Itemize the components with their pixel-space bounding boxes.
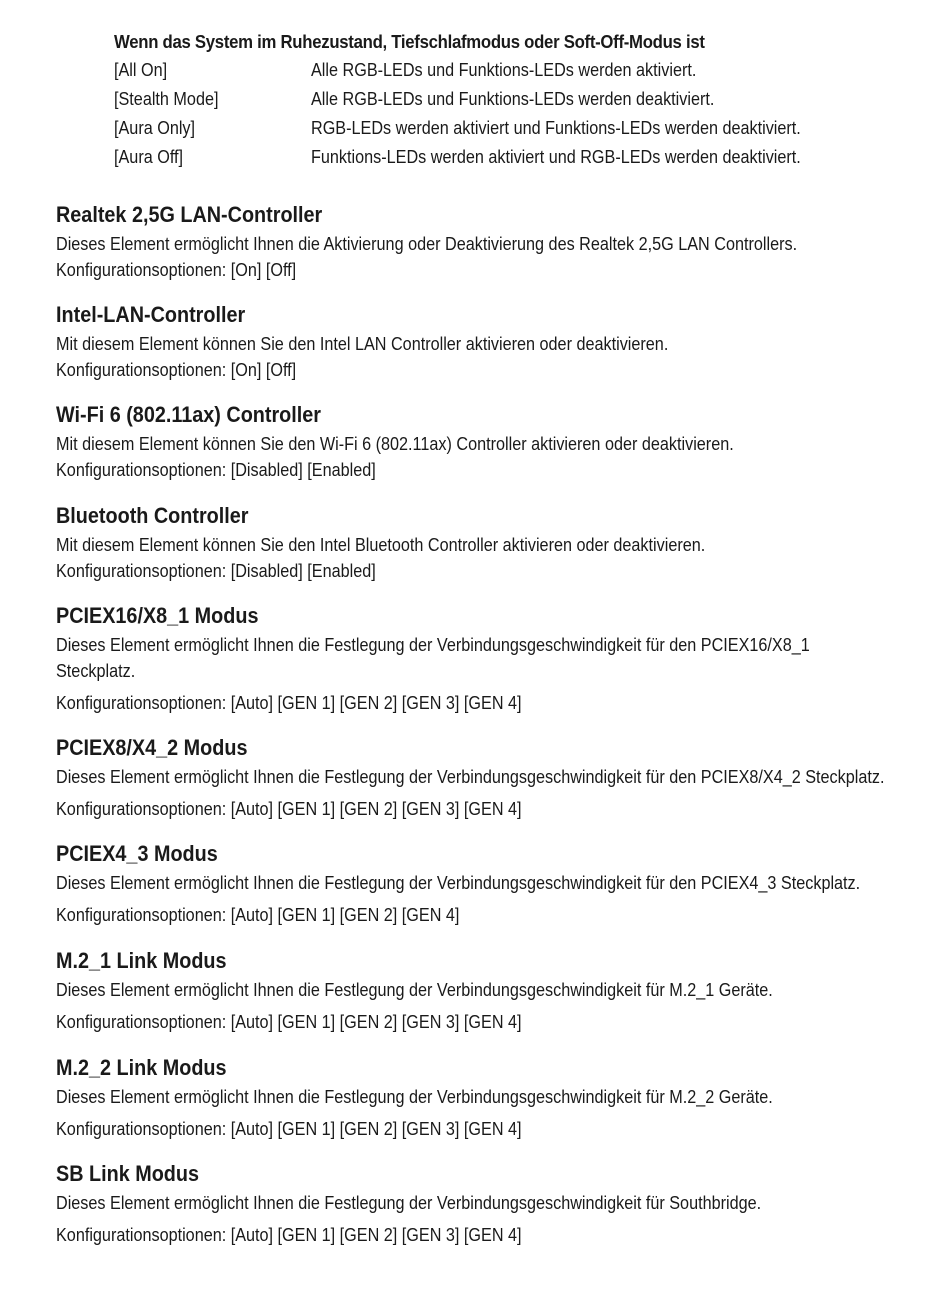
section-description: Dieses Element ermöglicht Ihnen die Festlegung der Verbindungsgeschwindigkeit für den PCIEX8/X4_2 Steckplatz. <box>56 767 885 787</box>
section-options: Konfigurationsoptionen: [Disabled] [Enabled] <box>56 460 376 480</box>
led-mode-block <box>114 30 914 172</box>
section-description: Mit diesem Element können Sie den Wi-Fi 6 (802.11ax) Controller aktivieren oder deaktivieren. <box>56 434 734 454</box>
option-row <box>114 143 914 172</box>
section-bluetooth-controller <box>56 502 916 584</box>
option-row <box>114 56 914 85</box>
section-description: Mit diesem Element können Sie den Intel Bluetooth Controller aktivieren oder deaktivieren. <box>56 535 706 555</box>
section-m2-2-link <box>56 1054 916 1142</box>
section-pciex8-x4-2 <box>56 734 916 822</box>
section-title: PCIEX8/X4_2 Modus <box>56 735 248 760</box>
section-options: Konfigurationsoptionen: [On] [Off] <box>56 360 297 380</box>
option-description: Alle RGB-LEDs und Funktions-LEDs werden aktiviert. <box>311 60 697 80</box>
option-key: [All On] <box>114 60 168 80</box>
option-key: [Aura Off] <box>114 147 184 167</box>
option-row <box>114 85 914 114</box>
option-description: Funktions-LEDs werden aktiviert und RGB-LEDs werden deaktiviert. <box>311 147 801 167</box>
section-description: Dieses Element ermöglicht Ihnen die Festlegung der Verbindungsgeschwindigkeit für Southbridge. <box>56 1193 762 1213</box>
section-m2-1-link <box>56 947 916 1035</box>
section-title: M.2_1 Link Modus <box>56 948 227 973</box>
section-title: SB Link Modus <box>56 1161 200 1186</box>
section-description: Dieses Element ermöglicht Ihnen die Festlegung der Verbindungsgeschwindigkeit für M.2_1 Geräte. <box>56 980 773 1000</box>
section-title: Realtek 2,5G LAN-Controller <box>56 202 323 227</box>
section-description: Dieses Element ermöglicht Ihnen die Aktivierung oder Deaktivierung des Realtek 2,5G LAN Controllers. <box>56 234 798 254</box>
section-options: Konfigurationsoptionen: [Auto] [GEN 1] [GEN 2] [GEN 3] [GEN 4] <box>56 1119 522 1139</box>
section-description: Dieses Element ermöglicht Ihnen die Festlegung der Verbindungsgeschwindigkeit für M.2_2 Geräte. <box>56 1087 773 1107</box>
section-title: Wi-Fi 6 (802.11ax) Controller <box>56 402 322 427</box>
option-description: RGB-LEDs werden aktiviert und Funktions-LEDs werden deaktiviert. <box>311 118 801 138</box>
section-title: PCIEX16/X8_1 Modus <box>56 603 259 628</box>
option-description: Alle RGB-LEDs und Funktions-LEDs werden deaktiviert. <box>311 89 715 109</box>
section-options: Konfigurationsoptionen: [Auto] [GEN 1] [GEN 2] [GEN 4] <box>56 905 460 925</box>
option-key: [Aura Only] <box>114 118 196 138</box>
section-title: M.2_2 Link Modus <box>56 1055 227 1080</box>
section-title: Intel-LAN-Controller <box>56 302 246 327</box>
section-options: Konfigurationsoptionen: [On] [Off] <box>56 260 297 280</box>
section-description: Mit diesem Element können Sie den Intel LAN Controller aktivieren oder deaktivieren. <box>56 334 669 354</box>
section-title: PCIEX4_3 Modus <box>56 841 218 866</box>
option-row <box>114 114 914 143</box>
section-realtek-lan <box>56 201 916 283</box>
option-key: [Stealth Mode] <box>114 89 219 109</box>
section-options: Konfigurationsoptionen: [Auto] [GEN 1] [GEN 2] [GEN 3] [GEN 4] <box>56 1012 522 1032</box>
section-options: Konfigurationsoptionen: [Auto] [GEN 1] [GEN 2] [GEN 3] [GEN 4] <box>56 693 522 713</box>
section-sb-link <box>56 1160 916 1248</box>
section-pciex4-3 <box>56 840 916 928</box>
section-wifi-controller <box>56 401 916 483</box>
section-description: Dieses Element ermöglicht Ihnen die Festlegung der Verbindungsgeschwindigkeit für den PCIEX16/X8_1 <box>56 635 810 655</box>
section-intel-lan <box>56 301 916 383</box>
section-pciex16-x8-1 <box>56 602 916 716</box>
section-description: Dieses Element ermöglicht Ihnen die Festlegung der Verbindungsgeschwindigkeit für den PCIEX4_3 Steckplatz. <box>56 873 861 893</box>
section-title: Bluetooth Controller <box>56 503 249 528</box>
section-options: Konfigurationsoptionen: [Auto] [GEN 1] [GEN 2] [GEN 3] [GEN 4] <box>56 799 522 819</box>
section-options: Konfigurationsoptionen: [Disabled] [Enabled] <box>56 561 376 581</box>
section-description-continued: Steckplatz. <box>56 661 136 681</box>
led-mode-heading: Wenn das System im Ruhezustand, Tiefschlafmodus oder Soft-Off-Modus ist <box>114 32 705 52</box>
section-options: Konfigurationsoptionen: [Auto] [GEN 1] [GEN 2] [GEN 3] [GEN 4] <box>56 1225 522 1245</box>
